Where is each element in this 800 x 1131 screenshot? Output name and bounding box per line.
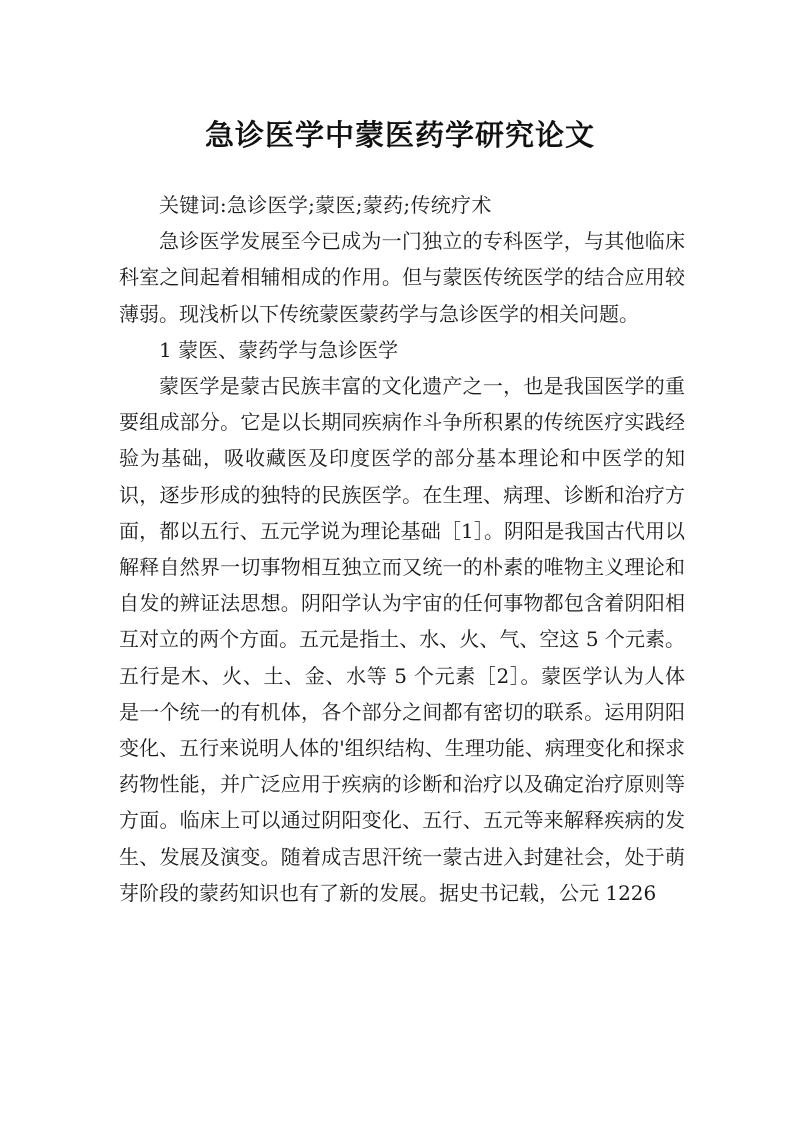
intro-paragraph: 急诊医学发展至今已成为一门独立的专科医学，与其他临床科室之间起着相辅相成的作用。但与蒙医传统医学的结合应用较薄弱。现浅析以下传统蒙医蒙药学与急诊医学的相关问题。 xyxy=(119,229,685,326)
document-body xyxy=(119,187,685,911)
section-heading: 1 蒙医、蒙药学与急诊医学 xyxy=(159,337,399,362)
keywords-paragraph: 关键词:急诊医学;蒙医;蒙药;传统疗术 xyxy=(159,193,492,217)
body-paragraph: 蒙医学是蒙古民族丰富的文化遗产之一，也是我国医学的重要组成部分。它是以长期同疾病作斗争所积累的传统医疗实践经验为基础，吸收藏医及印度医学的部分基本理论和中医学的知识，逐步形成的独特的民族医学。在生理、病理、诊断和治疗方面，都以五行、五元学说为理论基础［1］。阴阳是我国古代用以解释自然界一切事物相互独立而又统一的朴素的唯物主义理论和自发的辨证法思想。阴阳学认为宇宙的任何事物都包含着阴阳相互对立的两个方面。五元是指土、水、火、气、空这 5 个元素。五行是木、火、土、金、水等 5 个元素［2］。蒙医学认为人体是一个统一的有机体，各个部分之间都有密切的联系。运用阴阳变化、五行来说明人体的'组织结构、生理功能、病理变化和探求药物性能，并广泛应用于疾病的诊断和治疗以及确定治疗原则等方面。临床上可以通过阴阳变化、五行、五元等来解释疾病的发生、发展及演变。随着成吉思汗统一蒙古进入封建社会，处于萌芽阶段的蒙药知识也有了新的发展。据史书记载，公元 1226 xyxy=(119,374,685,905)
document-title: 急诊医学中蒙医药学研究论文 xyxy=(204,118,595,153)
